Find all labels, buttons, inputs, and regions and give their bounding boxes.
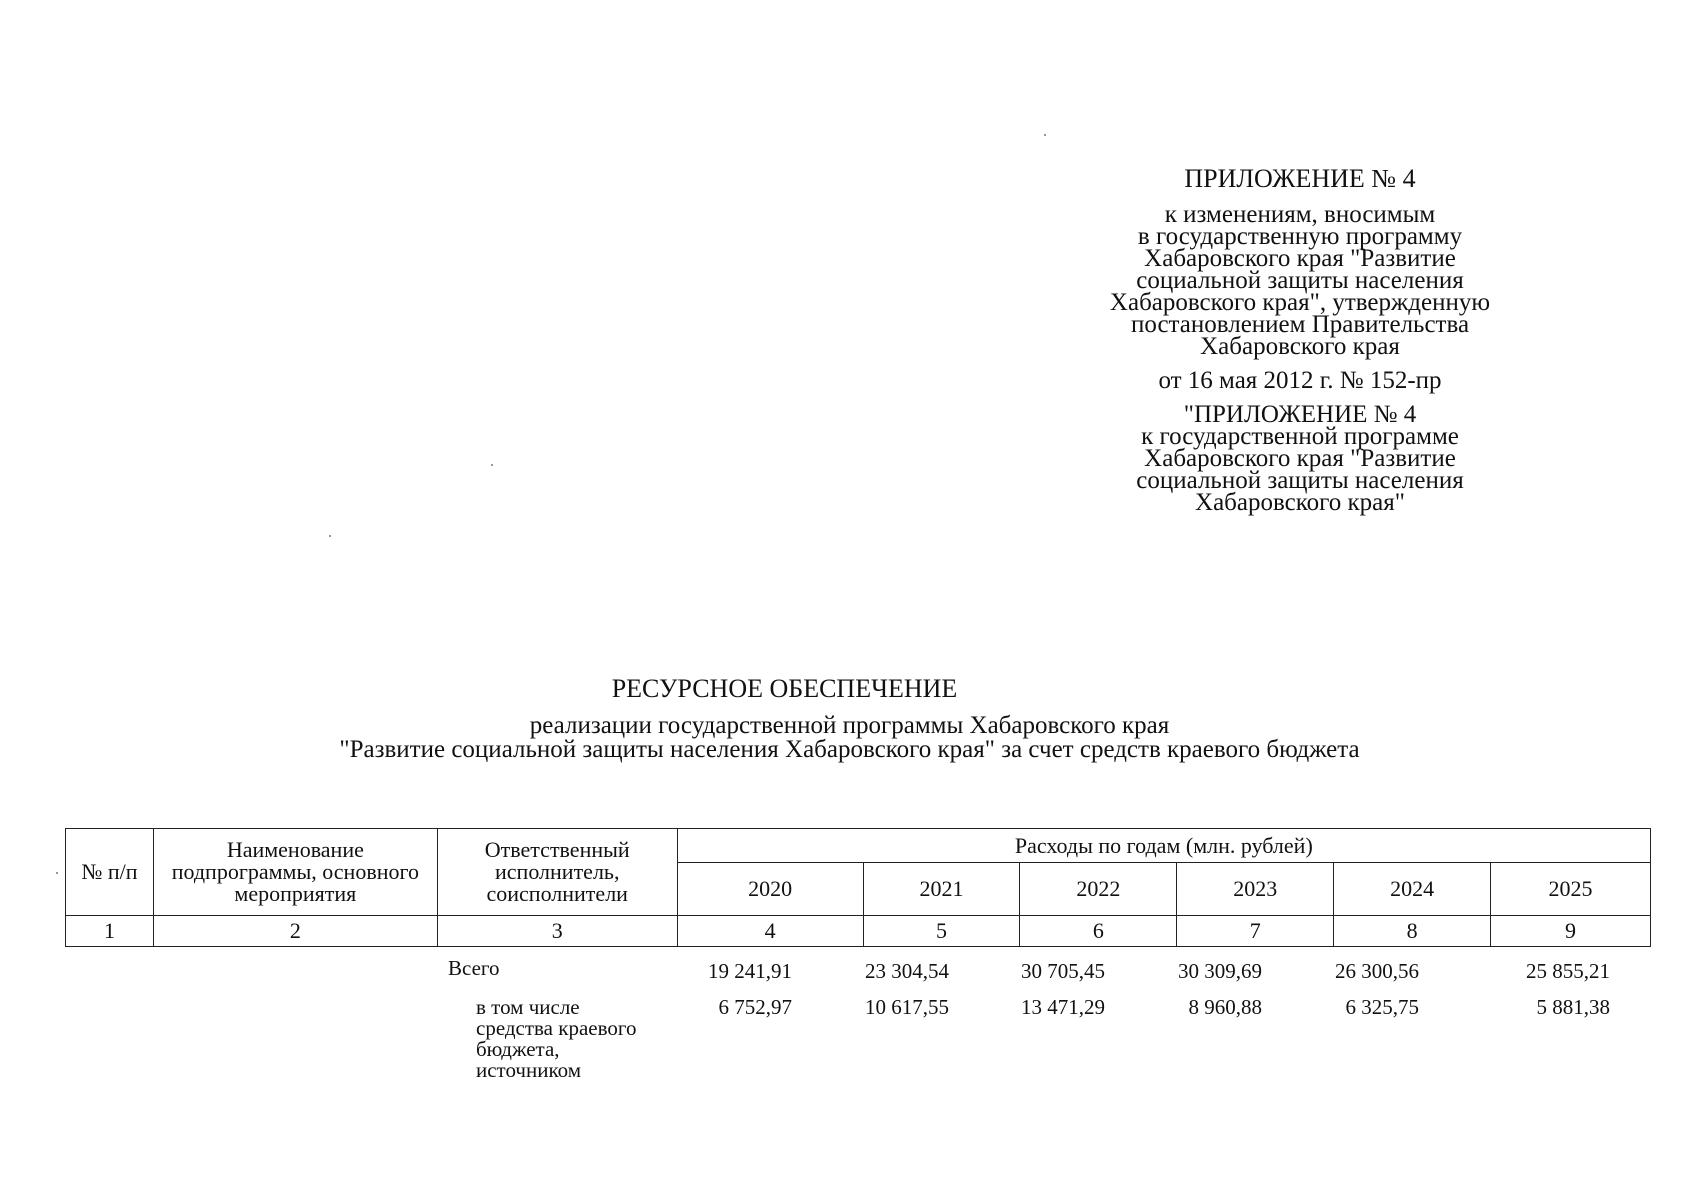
- row-label-line: средства краевого: [476, 1016, 637, 1040]
- col-number: 8: [1334, 916, 1491, 947]
- value-cell: 30 309,69: [1178, 959, 1262, 983]
- row-label-total: Всего: [448, 956, 500, 980]
- col-number: 1: [66, 916, 154, 947]
- appendix-changes: [1010, 201, 1590, 360]
- col-number: 4: [677, 916, 863, 947]
- appendix-line: Хабаровского края: [1200, 333, 1400, 360]
- appendix-line: социальной защиты населения: [1136, 267, 1464, 294]
- appendix-date: от 16 мая 2012 г. № 152-пр: [1158, 367, 1442, 394]
- appendix-line: "ПРИЛОЖЕНИЕ № 4: [1183, 401, 1417, 428]
- col-number: 2: [153, 916, 437, 947]
- value-cell: 8 960,88: [1188, 995, 1262, 1019]
- appendix-line: Хабаровского края": [1195, 489, 1405, 516]
- col-header-expenses: Расходы по годам (млн. рублей): [677, 829, 1650, 863]
- heading-sub-1: реализации государственной программы Хабаровского края: [529, 712, 1170, 739]
- appendix-line: Хабаровского края "Развитие: [1144, 245, 1456, 272]
- appendix-line: постановлением Правительства: [1130, 311, 1470, 338]
- col-header-num: № п/п: [66, 829, 154, 916]
- col-number: 3: [437, 916, 677, 947]
- value-cell: 25 855,21: [1526, 959, 1610, 983]
- scan-speck: [56, 872, 58, 874]
- appendix-line: Хабаровского края "Развитие: [1144, 445, 1456, 472]
- value-cell: 19 241,91: [708, 959, 792, 983]
- year-header: 2023: [1177, 863, 1334, 916]
- value-cell: 6 325,75: [1345, 995, 1419, 1019]
- document-heading: [0, 674, 1699, 762]
- appendix-line: к государственной программе: [1141, 423, 1459, 450]
- value-cell: 30 705,45: [1021, 959, 1105, 983]
- appendix-quoted: [1010, 401, 1590, 516]
- appendix-line: Хабаровского края", утвержденную: [1109, 289, 1491, 316]
- year-header: 2025: [1491, 863, 1651, 916]
- row-label-line: источником: [476, 1058, 581, 1082]
- col-number: 5: [863, 916, 1020, 947]
- year-header: 2020: [677, 863, 863, 916]
- value-cell: 10 617,55: [865, 995, 949, 1019]
- year-header: 2021: [863, 863, 1020, 916]
- scan-speck: [1044, 134, 1046, 136]
- appendix-line: в государственную программу: [1137, 223, 1463, 250]
- scan-speck: [491, 464, 493, 466]
- heading-main: РЕСУРСНОЕ ОБЕСПЕЧЕНИЕ: [611, 674, 958, 703]
- value-cell: 5 881,38: [1536, 995, 1610, 1019]
- year-header: 2024: [1334, 863, 1491, 916]
- row-label-line: бюджета,: [476, 1037, 560, 1061]
- resource-table-header: [65, 828, 1651, 947]
- value-cell: 13 471,29: [1021, 995, 1105, 1019]
- year-header: 2022: [1020, 863, 1177, 916]
- col-number: 7: [1177, 916, 1334, 947]
- row-label-line: в том числе: [476, 995, 580, 1019]
- value-cell: 23 304,54: [865, 959, 949, 983]
- appendix-line: к изменениям, вносимым: [1164, 201, 1436, 228]
- value-cell: 26 300,56: [1335, 959, 1419, 983]
- scan-speck: [329, 535, 331, 537]
- appendix-header: [1010, 164, 1590, 516]
- col-header-executor: Ответственный исполнитель, соисполнители: [437, 829, 677, 916]
- value-cell: 6 752,97: [718, 995, 792, 1019]
- col-header-name: Наименование подпрограммы, основного мероприятия: [153, 829, 437, 916]
- row-label-incl: [476, 997, 636, 1081]
- appendix-line: социальной защиты населения: [1136, 467, 1464, 494]
- col-number: 9: [1491, 916, 1651, 947]
- heading-sub-2: "Развитие социальной защиты населения Хабаровского края" за счет средств краевого бюджета: [339, 736, 1360, 763]
- appendix-title: ПРИЛОЖЕНИЕ № 4: [1184, 164, 1416, 193]
- col-number: 6: [1020, 916, 1177, 947]
